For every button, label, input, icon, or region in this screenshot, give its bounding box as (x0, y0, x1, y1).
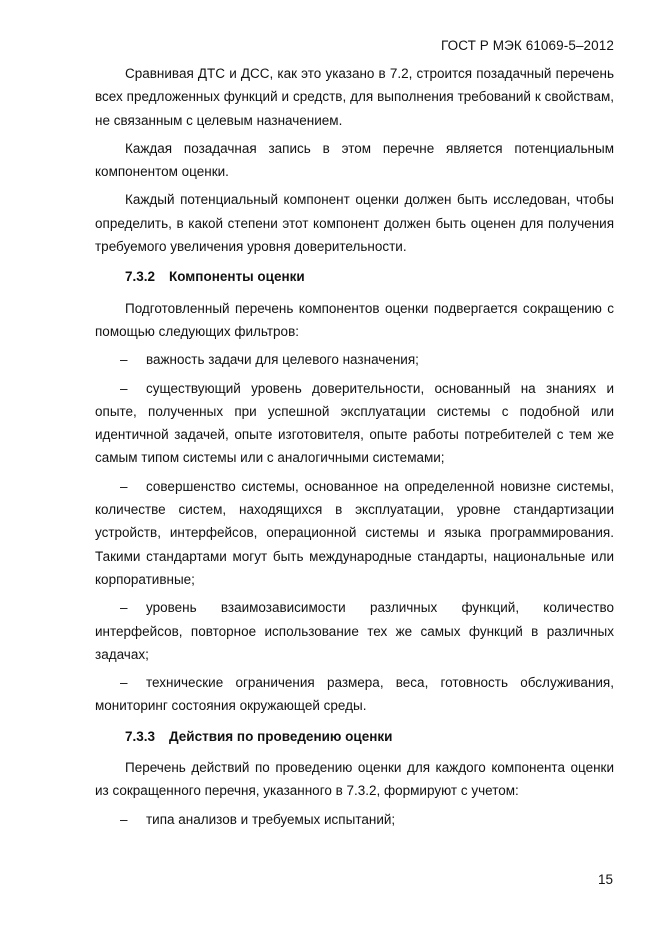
list-dash: – (120, 478, 128, 494)
paragraph: Сравнивая ДТС и ДСС, как это указано в 7.2, строится позадачный перечень всех предложенных функций и средств, для выполнения требований к свойствам, не связанным с целевым назначением. (95, 66, 614, 128)
list-dash: – (120, 811, 128, 827)
list-item (95, 348, 614, 371)
section-heading-7-3-3 (95, 725, 614, 748)
list-dash: – (120, 600, 128, 616)
section-number: 7.3.2 (125, 269, 156, 285)
paragraph: Каждая позадачная запись в этом перечне является потенциальным компонентом оценки. (95, 140, 614, 180)
list-item (95, 596, 614, 666)
list-item-text: важность задачи для целевого назначения; (146, 352, 419, 368)
list-item-text: существующий уровень доверительности, основанный на знаниях и опыте, полученных при успешной эксплуатации системы с подобной или идентичной задачей, опыте изготовителя, опыте работы потребителей с тем же самым типом системы или с аналогичными системами; (95, 380, 614, 466)
paragraph: Подготовленный перечень компонентов оценки подвергается сокращению с помощью следующих фильтров: (95, 300, 614, 339)
list-item (95, 475, 614, 591)
section-number: 7.3.3 (125, 728, 156, 744)
paragraph: Перечень действий по проведению оценки для каждого компонента оценки из сокращенного перечня, указанного в 7.3.2, формируют с учетом: (95, 760, 614, 799)
list-dash: – (120, 380, 128, 396)
paragraph: Каждый потенциальный компонент оценки должен быть исследован, чтобы определить, в какой степени этот компонент должен быть оценен для получения требуемого увеличения уровня доверительности. (95, 192, 614, 255)
list-item-text: типа анализов и требуемых испытаний; (146, 811, 396, 827)
document-code: ГОСТ Р МЭК 61069-5–2012 (440, 38, 614, 53)
list-item-text: технические ограничения размера, веса, готовность обслуживания, мониторинг состояния окружающей среды. (95, 675, 614, 714)
section-title: Компоненты оценки (169, 269, 305, 285)
list-item (95, 671, 614, 718)
page-number: 15 (597, 872, 613, 887)
list-item (95, 808, 614, 831)
section-title: Действия по проведению оценки (169, 728, 393, 744)
list-item (95, 377, 614, 470)
list-item-text: совершенство системы, основанное на определенной новизне системы, количестве систем, находящихся в эксплуатации, уровне стандартизации устройств, интерфейсов, операционной системы и языка программирования. Такими стандартами могут быть международные стандарты, национальные или корпоративные; (95, 478, 614, 587)
list-dash: – (120, 675, 128, 691)
list-item-text: уровень взаимозависимости различных функций, количество интерфейсов, повторное использование тех же самых функций в различных задачах; (95, 600, 614, 662)
list-dash: – (120, 352, 128, 368)
section-heading-7-3-2 (95, 265, 614, 288)
body-text (95, 62, 614, 831)
